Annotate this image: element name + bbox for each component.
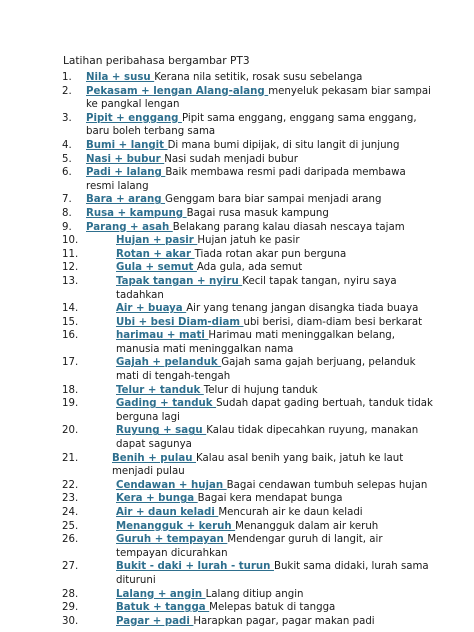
item-number: 2. [62,85,72,97]
list-item [0,424,474,451]
proverb-text: Telur di hujung tanduk [203,384,318,396]
keyword-link[interactable]: Batuk + tangga [116,602,210,614]
item-number: 9. [62,221,72,233]
item-number: 26. [62,534,79,546]
item-number: 10. [62,235,79,247]
item-number: 25. [62,520,79,532]
list-item [0,139,474,153]
item-number: 29. [62,602,79,614]
list-item [0,153,474,167]
proverb-text: Sudah dapat gading bertuah, tanduk tidak berguna lagi [116,398,433,423]
item-number: 28. [62,588,79,600]
list-item [0,193,474,207]
keyword-link[interactable]: Gading + tanduk [116,398,217,410]
item-number: 27. [62,561,79,573]
proverb-text: Pipit sama enggang, enggang sama enggang, baru boleh terbang sama [86,112,417,138]
list-item [0,275,474,302]
list-item [0,248,474,262]
list-item [0,356,474,383]
proverb-text: Kecil tapak tangan, nyiru saya tadahkan [116,275,397,301]
item-number: 21. [62,452,79,464]
keyword-link[interactable]: Nasi + bubur [86,153,165,165]
keyword-link[interactable]: Ruyung + sagu [116,425,207,437]
item-number: 30. [62,615,79,627]
list-item [0,588,474,602]
list-item [0,302,474,316]
keyword-link[interactable]: Air + buaya [116,303,187,315]
list-item [0,112,474,139]
keyword-link[interactable]: Benih + pulau [112,452,197,464]
proverb-text: Belakang parang kalau diasah nescaya tajam [172,221,405,233]
keyword-link[interactable]: Guruh + tempayan [116,534,228,546]
item-number: 12. [62,262,79,274]
list-item [0,397,474,424]
keyword-link[interactable]: Lalang + angin [116,588,206,600]
item-number: 1. [62,72,72,83]
keyword-link[interactable]: harimau + mati [116,330,209,342]
keyword-link[interactable]: Rotan + akar [116,248,195,260]
proverb-text: Menangguk dalam air keruh [235,520,379,532]
list-item [0,520,474,534]
list-item [0,615,474,629]
proverb-text: Tiada rotan akar pun berguna [194,248,347,260]
proverb-text: Nasi sudah menjadi bubur [164,153,298,165]
item-number: 11. [62,248,79,260]
document-title: Latihan peribahasa bergambar PT3 [63,55,250,67]
keyword-link[interactable]: Kera + bunga [116,493,198,505]
keyword-link[interactable]: Padi + lalang [86,167,166,179]
item-number: 7. [62,194,72,206]
proverb-text: ubi berisi, diam-diam besi berkarat [243,316,423,328]
keyword-link[interactable]: Air + daun keladi [116,507,219,518]
proverb-text: Bagai rusa masuk kampung [186,207,329,219]
item-number: 23. [62,493,79,505]
item-number: 16. [62,330,79,342]
keyword-link[interactable]: Pekasam + lengan Alang-alang [86,85,269,97]
keyword-link[interactable]: Bukit - daki + lurah - turun [116,561,274,573]
list-item [0,492,474,506]
proverb-text: Hujan jatuh ke pasir [197,235,300,247]
list-item [0,533,474,560]
proverb-text: Harimau mati meninggalkan belang, manusia mati meninggalkan nama [116,330,396,355]
proverb-text: Air yang tenang jangan disangka tiada buaya [186,303,419,315]
list-item [0,479,474,493]
keyword-link[interactable]: Nila + susu [86,72,155,83]
proverb-text: Mencurah air ke daun keladi [218,507,363,518]
proverb-text: menyeluk pekasam biar sampai ke pangkal lengan [86,85,431,111]
proverb-text: Bagai kera mendapat bunga [197,493,343,505]
keyword-link[interactable]: Telur + tanduk [116,384,204,396]
item-number: 17. [62,357,79,369]
item-number: 20. [62,425,79,437]
proverb-text: Mendengar guruh di langit, air tempayan dicurahkan [116,534,383,559]
item-number: 3. [62,112,72,124]
proverb-text: Genggam bara biar sampai menjadi arang [165,194,382,206]
proverb-text: Ada gula, ada semut [196,262,303,274]
proverb-text: Melepas batuk di tangga [209,602,336,614]
keyword-link[interactable]: Ubi + besi Diam-diam [116,316,244,328]
list-item [0,560,474,587]
proverb-text: Di mana bumi dipijak, di situ langit di junjung [167,139,400,151]
keyword-link[interactable]: Pipit + enggang [86,112,182,124]
item-number: 18. [62,384,79,396]
keyword-link[interactable]: Hujan + pasir [116,235,198,247]
keyword-link[interactable]: Parang + asah [86,221,173,233]
keyword-link[interactable]: Gula + semut [116,262,197,274]
item-number: 13. [62,275,79,287]
item-number: 8. [62,207,72,219]
proverb-list [0,71,474,628]
proverb-text: Harapkan pagar, pagar makan padi [193,615,375,627]
list-item [0,207,474,221]
item-number: 22. [62,479,79,491]
item-number: 15. [62,316,79,328]
proverb-text: Lalang ditiup angin [205,588,304,600]
proverb-text: Kalau asal benih yang baik, jatuh ke laut menjadi pulau [112,452,404,478]
proverb-text: Kalau tidak dipecahkan ruyung, manakan dapat sagunya [116,425,419,451]
item-number: 5. [62,153,72,165]
proverb-text: Bagai cendawan tumbuh selepas hujan [226,479,428,491]
item-number: 14. [62,303,79,315]
list-item [0,601,474,615]
keyword-link[interactable]: Menangguk + keruh [116,520,236,532]
keyword-link[interactable]: Gajah + pelanduk [116,357,222,369]
keyword-link[interactable]: Pagar + padi [116,615,194,627]
keyword-link[interactable]: Cendawan + hujan [116,479,227,491]
list-item [0,234,474,248]
item-number: 4. [62,139,72,151]
list-item [0,452,474,479]
list-item [0,329,474,356]
list-item [0,506,474,520]
list-item [0,85,474,112]
list-item [0,166,474,193]
item-number: 24. [62,507,79,518]
keyword-link[interactable]: Tapak tangan + nyiru [116,275,243,287]
keyword-link[interactable]: Bumi + langit [86,139,168,151]
list-item [0,71,474,85]
proverb-text: Kerana nila setitik, rosak susu sebelanga [154,72,363,83]
item-number: 6. [62,167,72,179]
list-item [0,384,474,398]
list-item [0,261,474,275]
list-item [0,316,474,330]
item-number: 19. [62,398,79,410]
proverb-text: Gajah sama gajah berjuang, pelanduk mati di tengah-tengah [116,357,416,383]
keyword-link[interactable]: Rusa + kampung [86,207,187,219]
keyword-link[interactable]: Bara + arang [86,194,166,206]
list-item [0,221,474,235]
proverb-text: Baik membawa resmi padi daripada membawa resmi lalang [86,167,406,192]
proverb-text: Bukit sama didaki, lurah sama dituruni [116,561,429,586]
